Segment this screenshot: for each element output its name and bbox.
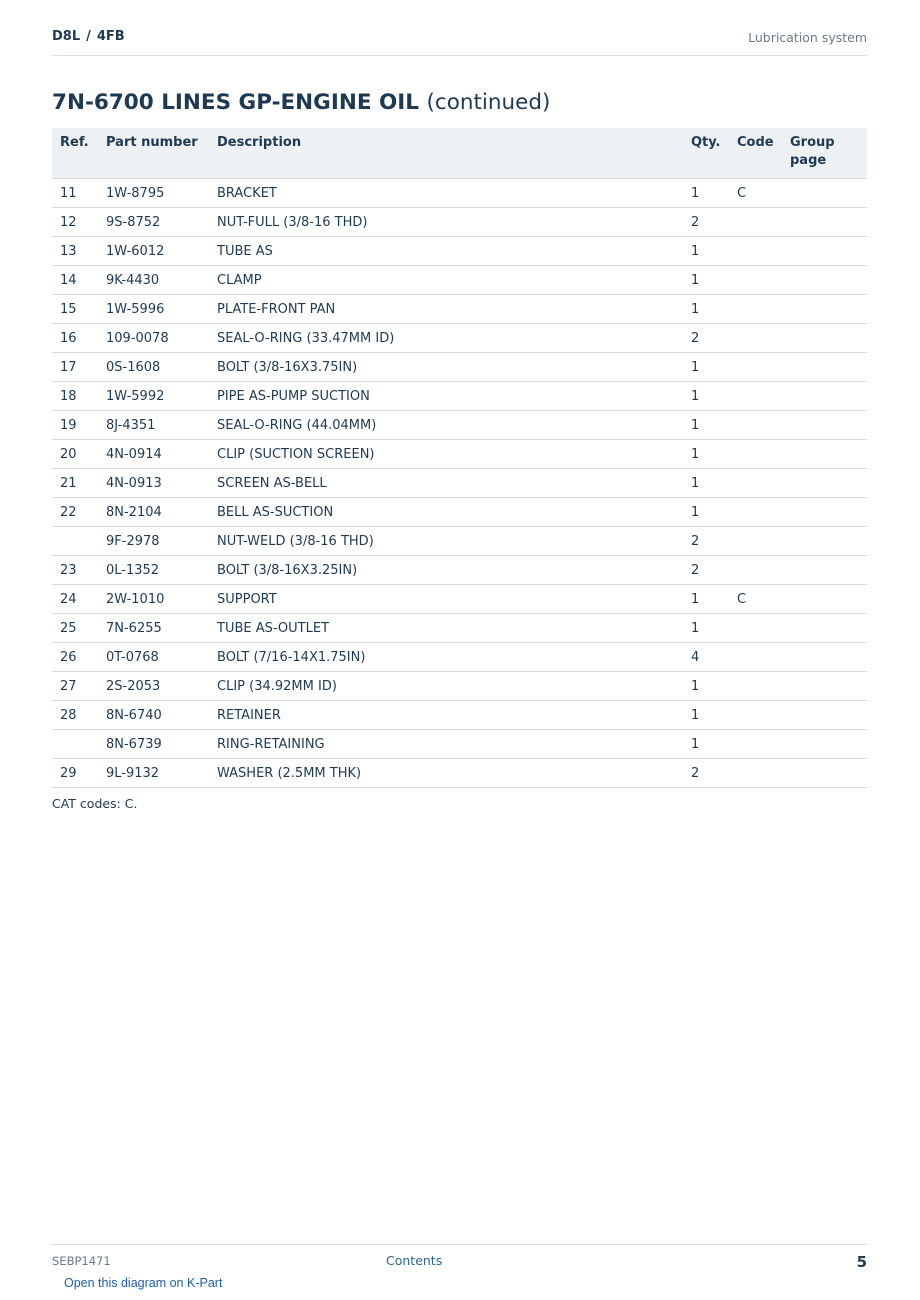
table-row: [52, 353, 867, 382]
page-number: 5: [856, 1253, 867, 1271]
cell-part-number: 0T-0768: [98, 643, 209, 672]
cell-code: [729, 208, 782, 237]
cell-part-number: 1W-5996: [98, 295, 209, 324]
cell-description: PLATE-FRONT PAN: [209, 295, 683, 324]
cell-description: SEAL-O-RING (33.47MM ID): [209, 324, 683, 353]
cell-part-number: 9K-4430: [98, 266, 209, 295]
cell-description: BOLT (7/16-14X1.75IN): [209, 643, 683, 672]
cell-qty: 1: [683, 701, 729, 730]
cell-code: [729, 556, 782, 585]
cell-part-number: 1W-5992: [98, 382, 209, 411]
cell-qty: 2: [683, 324, 729, 353]
cell-qty: 4: [683, 643, 729, 672]
cell-description: NUT-FULL (3/8-16 THD): [209, 208, 683, 237]
cell-ref: 28: [52, 701, 98, 730]
cell-description: BRACKET: [209, 179, 683, 208]
cell-ref: 21: [52, 469, 98, 498]
cell-part-number: 8N-2104: [98, 498, 209, 527]
cell-group-page: [782, 324, 867, 353]
table-row: [52, 759, 867, 788]
cell-qty: 1: [683, 295, 729, 324]
cell-ref: 29: [52, 759, 98, 788]
cell-part-number: 4N-0914: [98, 440, 209, 469]
cell-ref: 20: [52, 440, 98, 469]
column-header-code: Code: [729, 128, 782, 179]
cell-part-number: 8J-4351: [98, 411, 209, 440]
cell-ref: 17: [52, 353, 98, 382]
cell-code: [729, 295, 782, 324]
cell-part-number: 9S-8752: [98, 208, 209, 237]
cell-qty: 2: [683, 759, 729, 788]
cat-codes-note: CAT codes: C.: [52, 796, 138, 811]
cell-description: TUBE AS: [209, 237, 683, 266]
cell-description: RING-RETAINING: [209, 730, 683, 759]
cell-description: BOLT (3/8-16X3.75IN): [209, 353, 683, 382]
cell-qty: 1: [683, 440, 729, 469]
cell-code: [729, 701, 782, 730]
page-header: [52, 28, 867, 56]
table-row: [52, 469, 867, 498]
cell-group-page: [782, 672, 867, 701]
cell-code: [729, 266, 782, 295]
cell-code: [729, 324, 782, 353]
cell-qty: 1: [683, 730, 729, 759]
cell-group-page: [782, 353, 867, 382]
cell-qty: 1: [683, 382, 729, 411]
cell-group-page: [782, 585, 867, 614]
cell-ref: [52, 730, 98, 759]
section-name: Lubrication system: [748, 30, 867, 45]
cell-ref: 26: [52, 643, 98, 672]
cell-description: RETAINER: [209, 701, 683, 730]
cell-description: BELL AS-SUCTION: [209, 498, 683, 527]
cell-part-number: 9F-2978: [98, 527, 209, 556]
cell-qty: 2: [683, 208, 729, 237]
cell-part-number: 4N-0913: [98, 469, 209, 498]
cell-ref: 24: [52, 585, 98, 614]
cell-ref: 25: [52, 614, 98, 643]
cell-description: CLIP (SUCTION SCREEN): [209, 440, 683, 469]
cell-description: CLIP (34.92MM ID): [209, 672, 683, 701]
cell-group-page: [782, 527, 867, 556]
table-row: [52, 179, 867, 208]
table-row: [52, 643, 867, 672]
cell-description: WASHER (2.5MM THK): [209, 759, 683, 788]
cell-code: [729, 759, 782, 788]
cell-code: [729, 469, 782, 498]
cell-code: [729, 382, 782, 411]
cell-qty: 1: [683, 411, 729, 440]
cell-code: [729, 643, 782, 672]
cell-description: SEAL-O-RING (44.04MM): [209, 411, 683, 440]
cell-group-page: [782, 469, 867, 498]
cell-group-page: [782, 730, 867, 759]
cell-qty: 2: [683, 527, 729, 556]
cell-qty: 2: [683, 556, 729, 585]
cell-description: CLAMP: [209, 266, 683, 295]
cell-part-number: 109-0078: [98, 324, 209, 353]
page-title: [52, 90, 550, 115]
column-header-ref: Ref.: [52, 128, 98, 179]
cell-group-page: [782, 440, 867, 469]
table-row: [52, 411, 867, 440]
cell-code: [729, 411, 782, 440]
cell-code: [729, 672, 782, 701]
cell-part-number: 2S-2053: [98, 672, 209, 701]
cell-part-number: 8N-6739: [98, 730, 209, 759]
cell-part-number: 7N-6255: [98, 614, 209, 643]
cell-ref: 23: [52, 556, 98, 585]
table-row: [52, 440, 867, 469]
cell-description: BOLT (3/8-16X3.25IN): [209, 556, 683, 585]
parts-table: [52, 128, 867, 788]
cell-group-page: [782, 498, 867, 527]
parts-table-header: [52, 128, 867, 179]
cell-qty: 1: [683, 353, 729, 382]
cell-code: [729, 237, 782, 266]
cell-group-page: [782, 701, 867, 730]
cell-code: C: [729, 585, 782, 614]
page-title-suffix: (continued): [426, 90, 551, 115]
cell-group-page: [782, 266, 867, 295]
table-row: [52, 382, 867, 411]
cell-ref: 27: [52, 672, 98, 701]
contents-link[interactable]: Contents: [386, 1253, 443, 1268]
table-row: [52, 556, 867, 585]
cell-qty: 1: [683, 237, 729, 266]
table-row: [52, 324, 867, 353]
cell-group-page: [782, 295, 867, 324]
cell-ref: 18: [52, 382, 98, 411]
cell-ref: 13: [52, 237, 98, 266]
cell-code: [729, 353, 782, 382]
cell-ref: 12: [52, 208, 98, 237]
header-row: [52, 128, 867, 179]
table-row: [52, 208, 867, 237]
cell-ref: 16: [52, 324, 98, 353]
cell-group-page: [782, 237, 867, 266]
cell-group-page: [782, 179, 867, 208]
cell-group-page: [782, 208, 867, 237]
cell-description: TUBE AS-OUTLET: [209, 614, 683, 643]
cell-qty: 1: [683, 469, 729, 498]
cell-ref: 15: [52, 295, 98, 324]
table-row: [52, 237, 867, 266]
cell-group-page: [782, 643, 867, 672]
cell-ref: 11: [52, 179, 98, 208]
cell-code: [729, 614, 782, 643]
table-row: [52, 266, 867, 295]
cell-qty: 1: [683, 498, 729, 527]
table-row: [52, 585, 867, 614]
cell-description: NUT-WELD (3/8-16 THD): [209, 527, 683, 556]
table-row: [52, 614, 867, 643]
breadcrumb-serial: 4FB: [96, 29, 125, 44]
cell-group-page: [782, 759, 867, 788]
cell-ref: 22: [52, 498, 98, 527]
breadcrumb-model: D8L: [52, 29, 81, 44]
cell-group-page: [782, 556, 867, 585]
cell-ref: 14: [52, 266, 98, 295]
cell-description: PIPE AS-PUMP SUCTION: [209, 382, 683, 411]
cell-part-number: 1W-6012: [98, 237, 209, 266]
cell-qty: 1: [683, 266, 729, 295]
cell-code: [729, 498, 782, 527]
cell-code: [729, 730, 782, 759]
column-header-group-page: Group page: [782, 128, 867, 179]
cell-description: SCREEN AS-BELL: [209, 469, 683, 498]
cell-ref: [52, 527, 98, 556]
open-diagram-kpart-link[interactable]: Open this diagram on K-Part: [64, 1276, 223, 1290]
page-footer: [52, 1244, 867, 1274]
cell-part-number: 2W-1010: [98, 585, 209, 614]
breadcrumb: [52, 29, 125, 44]
cell-code: [729, 440, 782, 469]
column-header-qty: Qty.: [683, 128, 729, 179]
table-row: [52, 701, 867, 730]
document-id: SEBP1471: [52, 1254, 111, 1268]
cell-qty: 1: [683, 672, 729, 701]
cell-qty: 1: [683, 179, 729, 208]
cell-qty: 1: [683, 585, 729, 614]
cell-group-page: [782, 411, 867, 440]
table-row: [52, 730, 867, 759]
cell-part-number: 9L-9132: [98, 759, 209, 788]
column-header-part-number: Part number: [98, 128, 209, 179]
cell-part-number: 8N-6740: [98, 701, 209, 730]
cell-group-page: [782, 614, 867, 643]
page-title-main: 7N-6700 LINES GP-ENGINE OIL: [52, 90, 419, 115]
cell-code: [729, 527, 782, 556]
parts-table-body: [52, 179, 867, 788]
breadcrumb-separator: /: [86, 29, 91, 44]
cell-part-number: 0S-1608: [98, 353, 209, 382]
cell-qty: 1: [683, 614, 729, 643]
cell-code: C: [729, 179, 782, 208]
cell-group-page: [782, 382, 867, 411]
table-row: [52, 672, 867, 701]
cell-part-number: 1W-8795: [98, 179, 209, 208]
table-row: [52, 498, 867, 527]
cell-part-number: 0L-1352: [98, 556, 209, 585]
column-header-description: Description: [209, 128, 683, 179]
cell-ref: 19: [52, 411, 98, 440]
table-row: [52, 295, 867, 324]
cell-description: SUPPORT: [209, 585, 683, 614]
table-row: [52, 527, 867, 556]
